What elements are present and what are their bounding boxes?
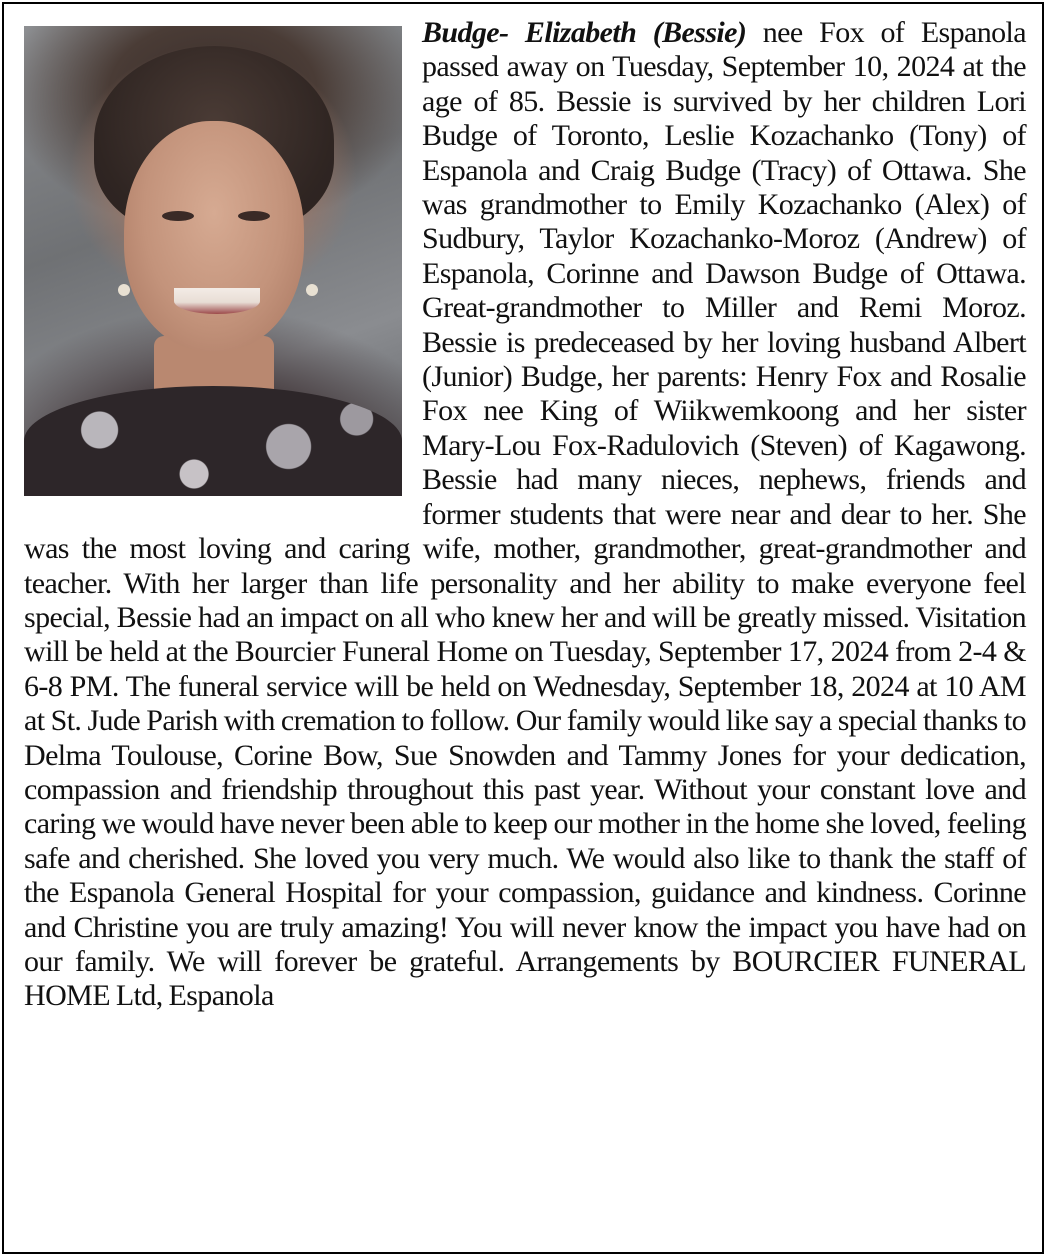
obituary-notice	[24, 16, 1026, 1014]
obituary-body: nee Fox of Espanola passed away on Tuesday, September 10, 2024 at the age of 85. Bessie is survived by her children Lori Budge of Toronto, Leslie Kozachanko (Tony) of Espanola and Craig Budge (Tracy) of Ottawa. She was grandmother to Emily Kozachanko (Alex) of Sudbury, Taylor Kozachanko-Moroz (Andrew) of Espanola, Corinne and Dawson Budge of Ottawa. Great-grandmother to Miller and Remi Moroz. Bessie is predeceased by her loving husband Albert (Junior) Budge, her parents: Henry Fox and Rosalie Fox nee King of Wiikwemkoong and her sister Mary-Lou Fox-Radulovich (Steven) of Kagawong. Bessie had many nieces, nephews, friends and former students that were near and dear to her. She was the most loving and caring wife, mother, grandmother, great-grandmother and teacher. With her larger than life personality and her ability to make everyone feel special, Bessie had an impact on all who knew her and will be greatly missed. Visitation will be held at the Bourcier Funeral Home on Tuesday, September 17, 2024 from 2-4 & 6-8 PM. The funeral service will be held on Wednesday, September 18, 2024 at 10 AM at St. Jude Parish with cremation to follow. Our family would like say a special thanks to Delma Toulouse, Corine Bow, Sue Snowden and Tammy Jones for your dedication, compassion and friendship throughout this past year. Without your constant love and caring we would have never been able to keep our mother in the home she loved, feeling safe and cherished. She loved you very much. We would also like to thank the staff of the Espanola General Hospital for your compassion, guidance and kindness. Corinne and Christine you are truly amazing! You will never know the impact you have had on our family. We will forever be grateful. Arrangements by BOURCIER FUNERAL HOME Ltd, Espanola	[24, 16, 1027, 1013]
portrait-earring-right	[306, 284, 318, 296]
deceased-name: Budge- Elizabeth (Bessie)	[422, 16, 747, 49]
portrait-photo	[24, 26, 402, 496]
portrait-earring-left	[118, 284, 130, 296]
portrait-smile	[174, 288, 260, 314]
portrait-floral-dress	[24, 386, 402, 496]
portrait-eye-left	[162, 211, 194, 221]
portrait-eye-right	[238, 211, 270, 221]
portrait-face	[124, 121, 304, 351]
